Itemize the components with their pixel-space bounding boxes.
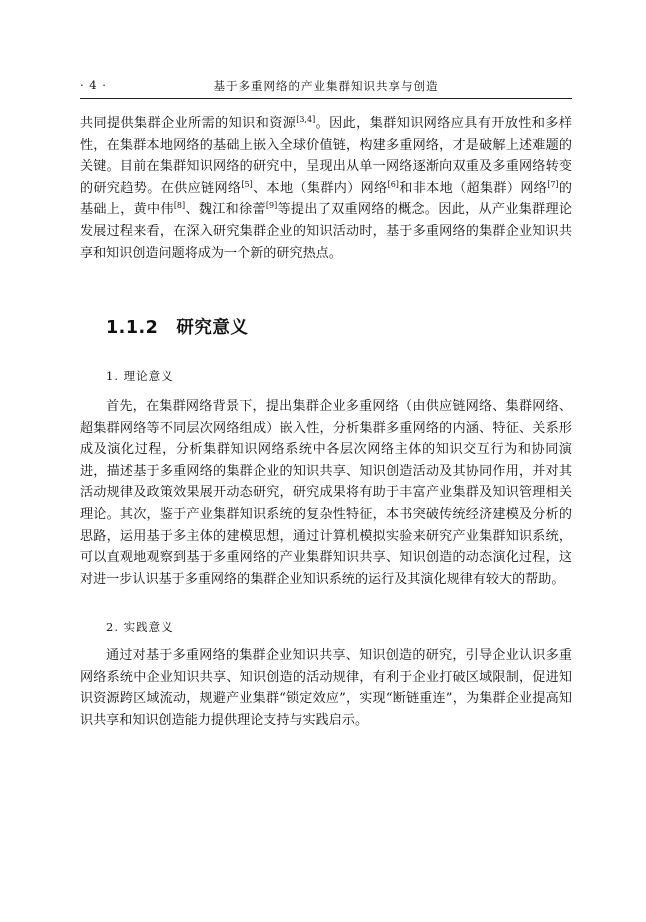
theory-paragraph: 首先，在集群网络背景下，提出集群企业多重网络（由供应链网络、集群网络、超集群网络等不同层次网络组成）嵌入性，分析集群多重网络的内涵、特征、关系形成及演化过程，分析集群知识网络系统中各层次网络主体的知识交互行为和协同演进，描述基于多重网络的集群企业的知识共享、知识创造活动及其协同作用，并对其活动规律及政策效果展开动态研究，研究成果将有助于丰富产业集群及知识管理相关理论。其次，鉴于产业集群知识系统的复杂性特征，本书突破传统经济建模及分析的思路，运用基于多主体的建模思想，通过计算机模拟实验来研究产业集群知识系统，可以直观地观察到基于多重网络的产业集群知识共享、知识创造的动态演化过程，这对进一步认识基于多重网络的集群企业知识系统的运行及其演化规律有较大的帮助。 <box>80 399 572 587</box>
running-header <box>80 76 572 99</box>
intro-text: 、本地（集群内）网络 <box>252 180 388 196</box>
section-number: 1.1.2 <box>106 318 159 338</box>
section-heading <box>106 314 248 339</box>
page-number: · 4 · <box>80 78 107 92</box>
citation: [9] <box>265 201 278 211</box>
running-title: 基于多重网络的产业集群知识共享与创造 <box>213 79 439 93</box>
intro-text: 、魏江和徐蕾 <box>185 202 266 218</box>
section-title: 研究意义 <box>176 318 249 338</box>
citation: [6] <box>387 179 399 189</box>
intro-text: 。因此，集群知识网络应具有开放性和多样性，在集群本地网络的基础上嵌入全球价值链，构建多重网络，才是破解上述难题的关键。目前在集群知识网络的研究中，呈现出从单一网络逐渐向双重及多重网络转变的研究趋势。在供应链网络 <box>80 116 573 196</box>
citation: [7] <box>547 179 559 189</box>
intro-text: 的基础上，黄中伟 <box>80 180 573 218</box>
intro-text: 和非本地（超集群）网络 <box>398 180 548 196</box>
intro-text: 共同提供集群企业所需的知识和资源 <box>80 116 297 131</box>
subheading-practice: 2. 实践意义 <box>106 620 174 634</box>
citation: [5] <box>241 179 253 189</box>
intro-paragraph <box>80 113 572 264</box>
citation: [3,4] <box>296 115 316 124</box>
intro-text: 等提出了双重网络的概念。因此，从产业集群理论发展过程来看，在深入研究集群企业的知识活动时，基于多重网络的集群企业知识共享和知识创造问题将成为一个新的研究热点。 <box>80 202 573 261</box>
practice-paragraph: 通过对基于多重网络的集群企业知识共享、知识创造的研究，引导企业认识多重网络系统中企业知识共享、知识创造的活动规律，有利于企业打破区域限制，促进知识资源跨区域流动，规避产业集群“锁定效应”，实现“断链重连”，为集群企业提高知识共享和知识创造能力提供理论支持与实践启示。 <box>80 648 572 728</box>
citation: [8] <box>173 201 186 211</box>
subheading-theory: 1. 理论意义 <box>106 369 174 383</box>
